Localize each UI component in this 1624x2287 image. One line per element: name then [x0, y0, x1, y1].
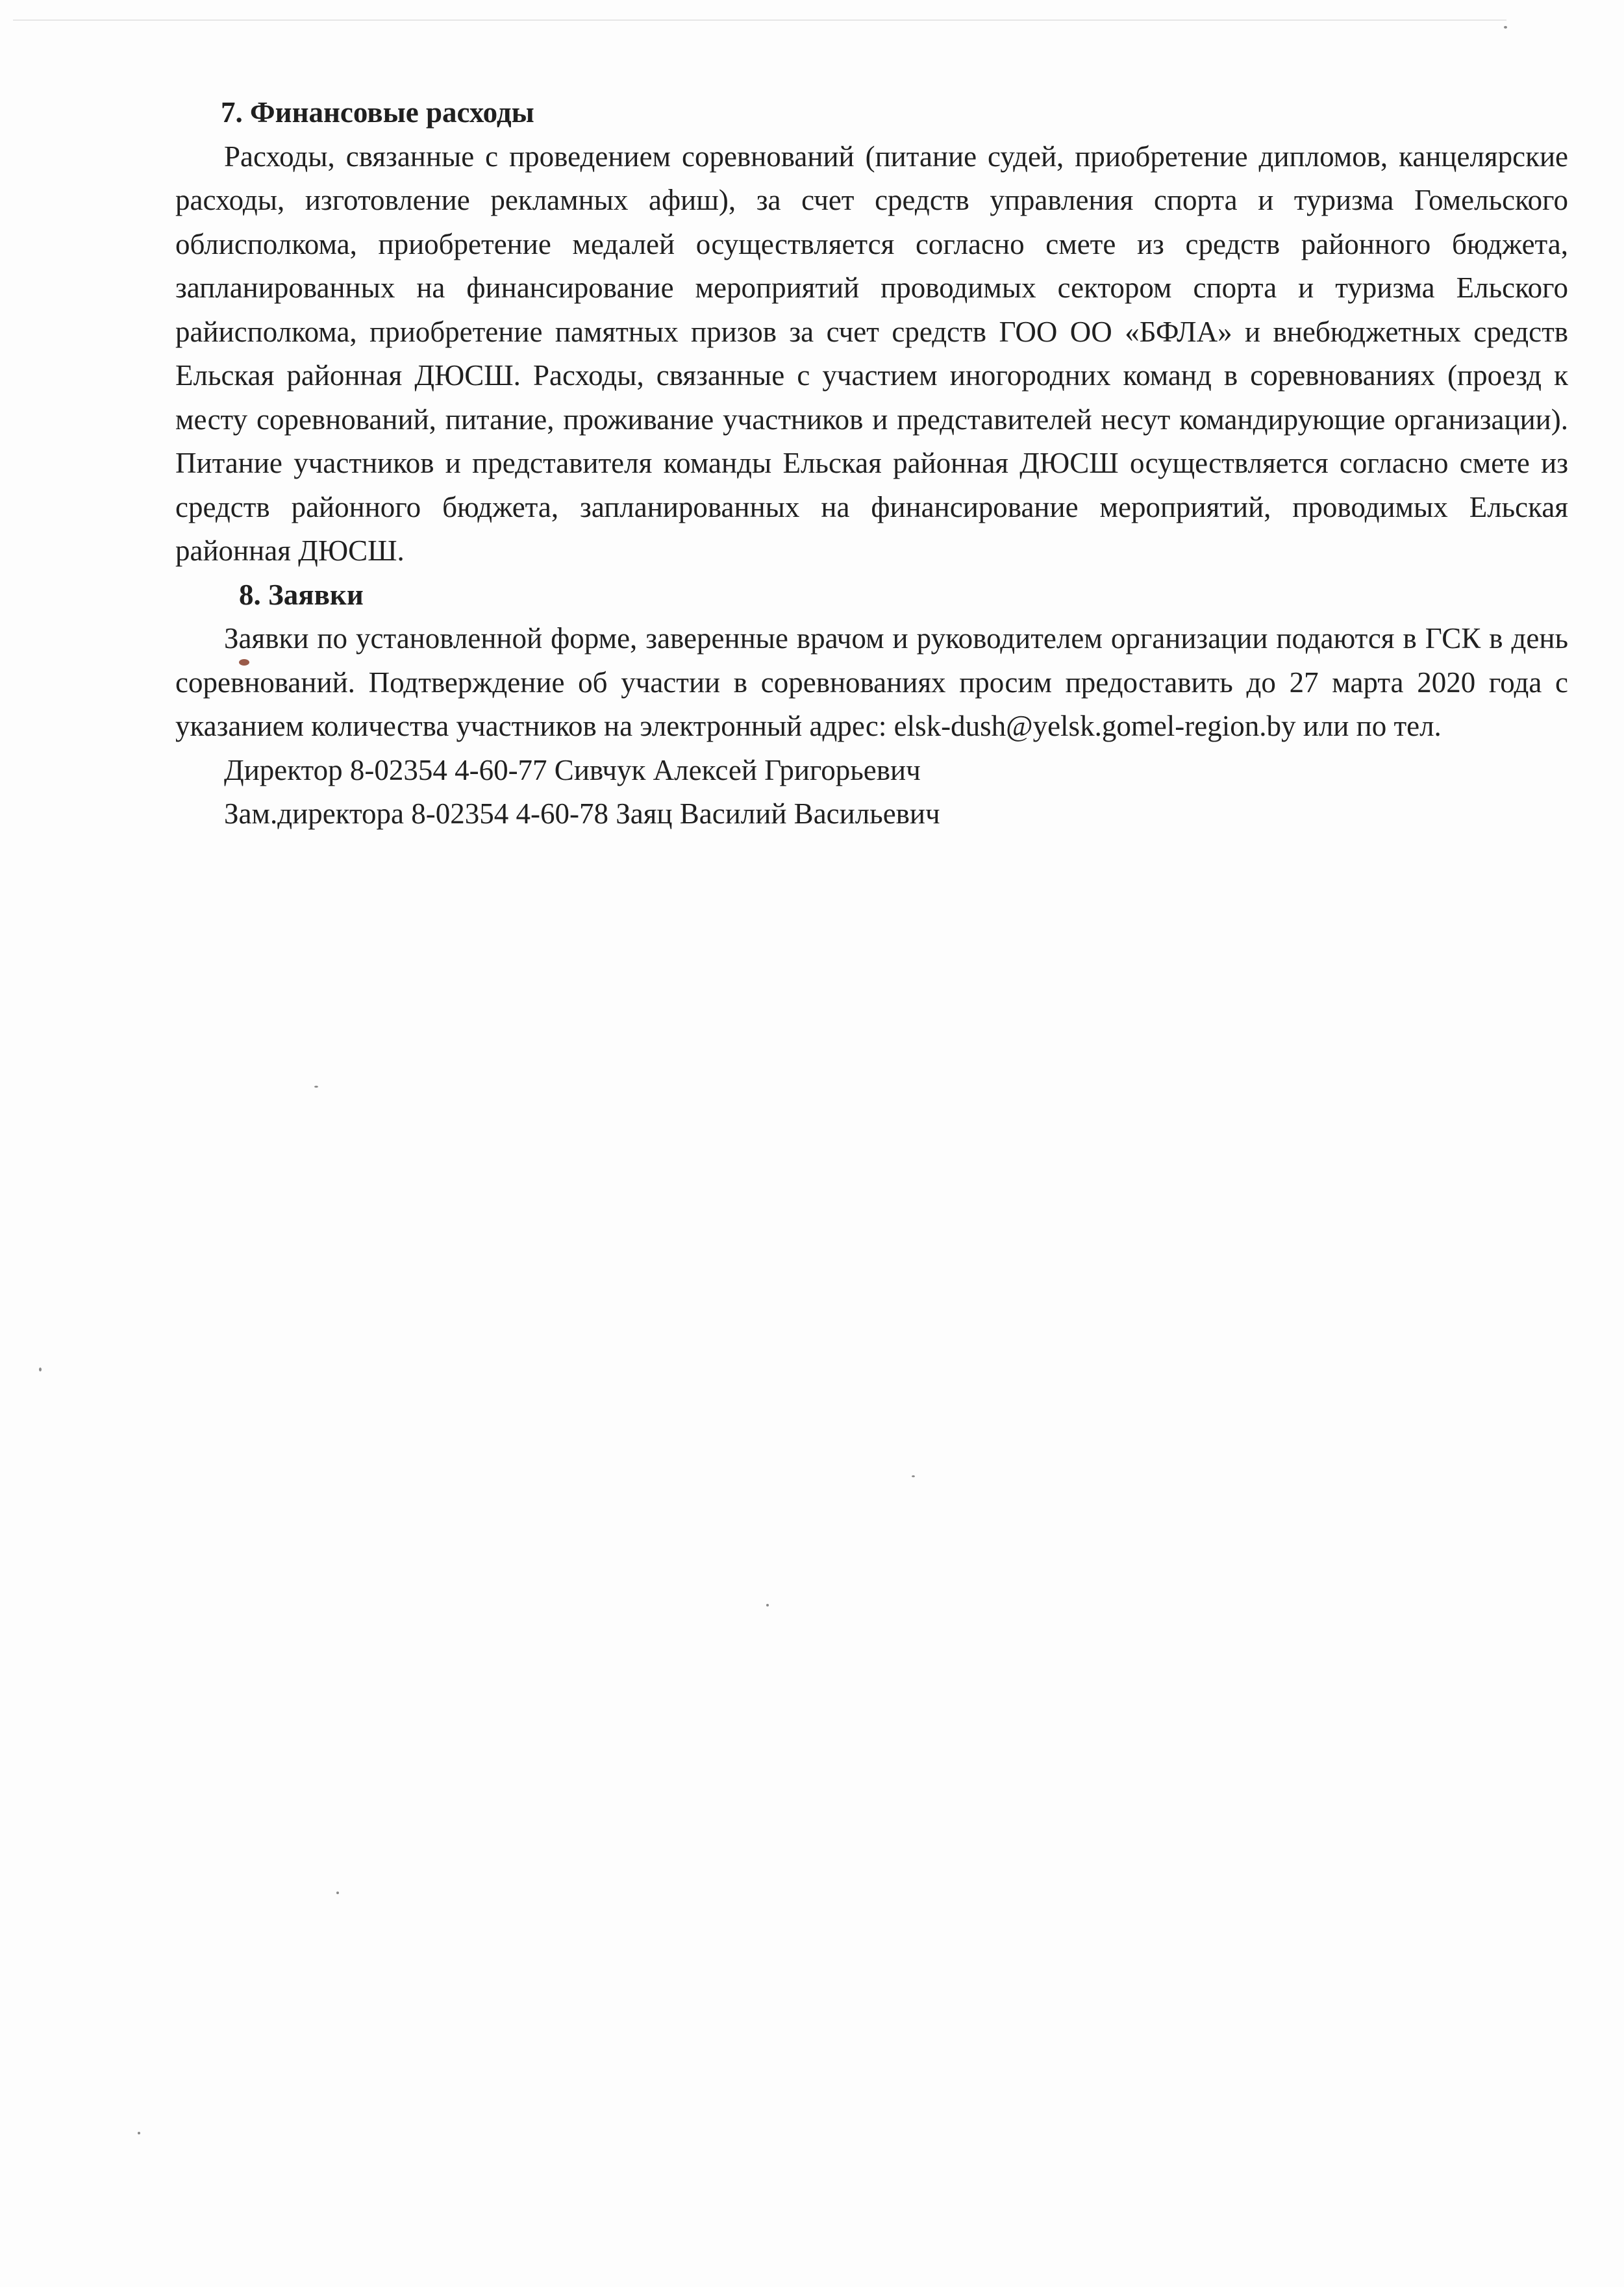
scan-speck: [336, 1892, 339, 1894]
scan-speck: [912, 1475, 915, 1477]
scan-speck: [1504, 26, 1507, 29]
document-body: [175, 91, 1568, 836]
section-7-paragraph: Расходы, связанные с проведением соревнований (питание судей, приобретение дипломов, канцелярские расходы, изготовление рекламных афиш), за счет средств управления спорта и туризма Гомельского облисполкома, приобретение медалей осуществляется согласно смете из средств районного бюджета, запланированных на финансирование мероприятий проводимых сектором спорта и туризма Ельского райисполкома, приобретение памятных призов за счет средств ГОО ОО «БФЛА» и внебюджетных средств Ельская районная ДЮСШ. Расходы, связанные с участием иногородних команд в соревнованиях (проезд к месту соревнований, питание, проживание участников и представителей несут командирующие организации). Питание участников и представителя команды Ельская районная ДЮСШ осуществляется согласно смете из средств районного бюджета, запланированных на финансирование мероприятий, проводимых Ельская районная ДЮСШ.: [175, 140, 1568, 567]
scan-speck: [138, 2132, 140, 2134]
scan-speck: [314, 1086, 318, 1088]
contact-deputy-director: Зам.директора 8-02354 4-60-78 Заяц Василий Васильевич: [224, 797, 940, 830]
section-8-paragraph: Заявки по установленной форме, заверенные врачом и руководителем организации подаются в ГСК в день соревнований. Подтверждение об участии в соревнованиях просим предоставить до 27 марта 2020 года с указанием количества участников на электронный адрес: elsk-dush@yelsk.gomel-region.by или по тел.: [175, 622, 1568, 742]
section-7-heading: 7. Финансовые расходы: [221, 96, 534, 129]
scan-speck: [766, 1604, 769, 1606]
scan-edge-line: [13, 19, 1506, 21]
section-8-heading: 8. Заявки: [239, 578, 364, 611]
ink-mark: [239, 659, 249, 666]
contact-director: Директор 8-02354 4-60-77 Сивчук Алексей Григорьевич: [224, 753, 921, 786]
scan-speck: [39, 1368, 42, 1371]
